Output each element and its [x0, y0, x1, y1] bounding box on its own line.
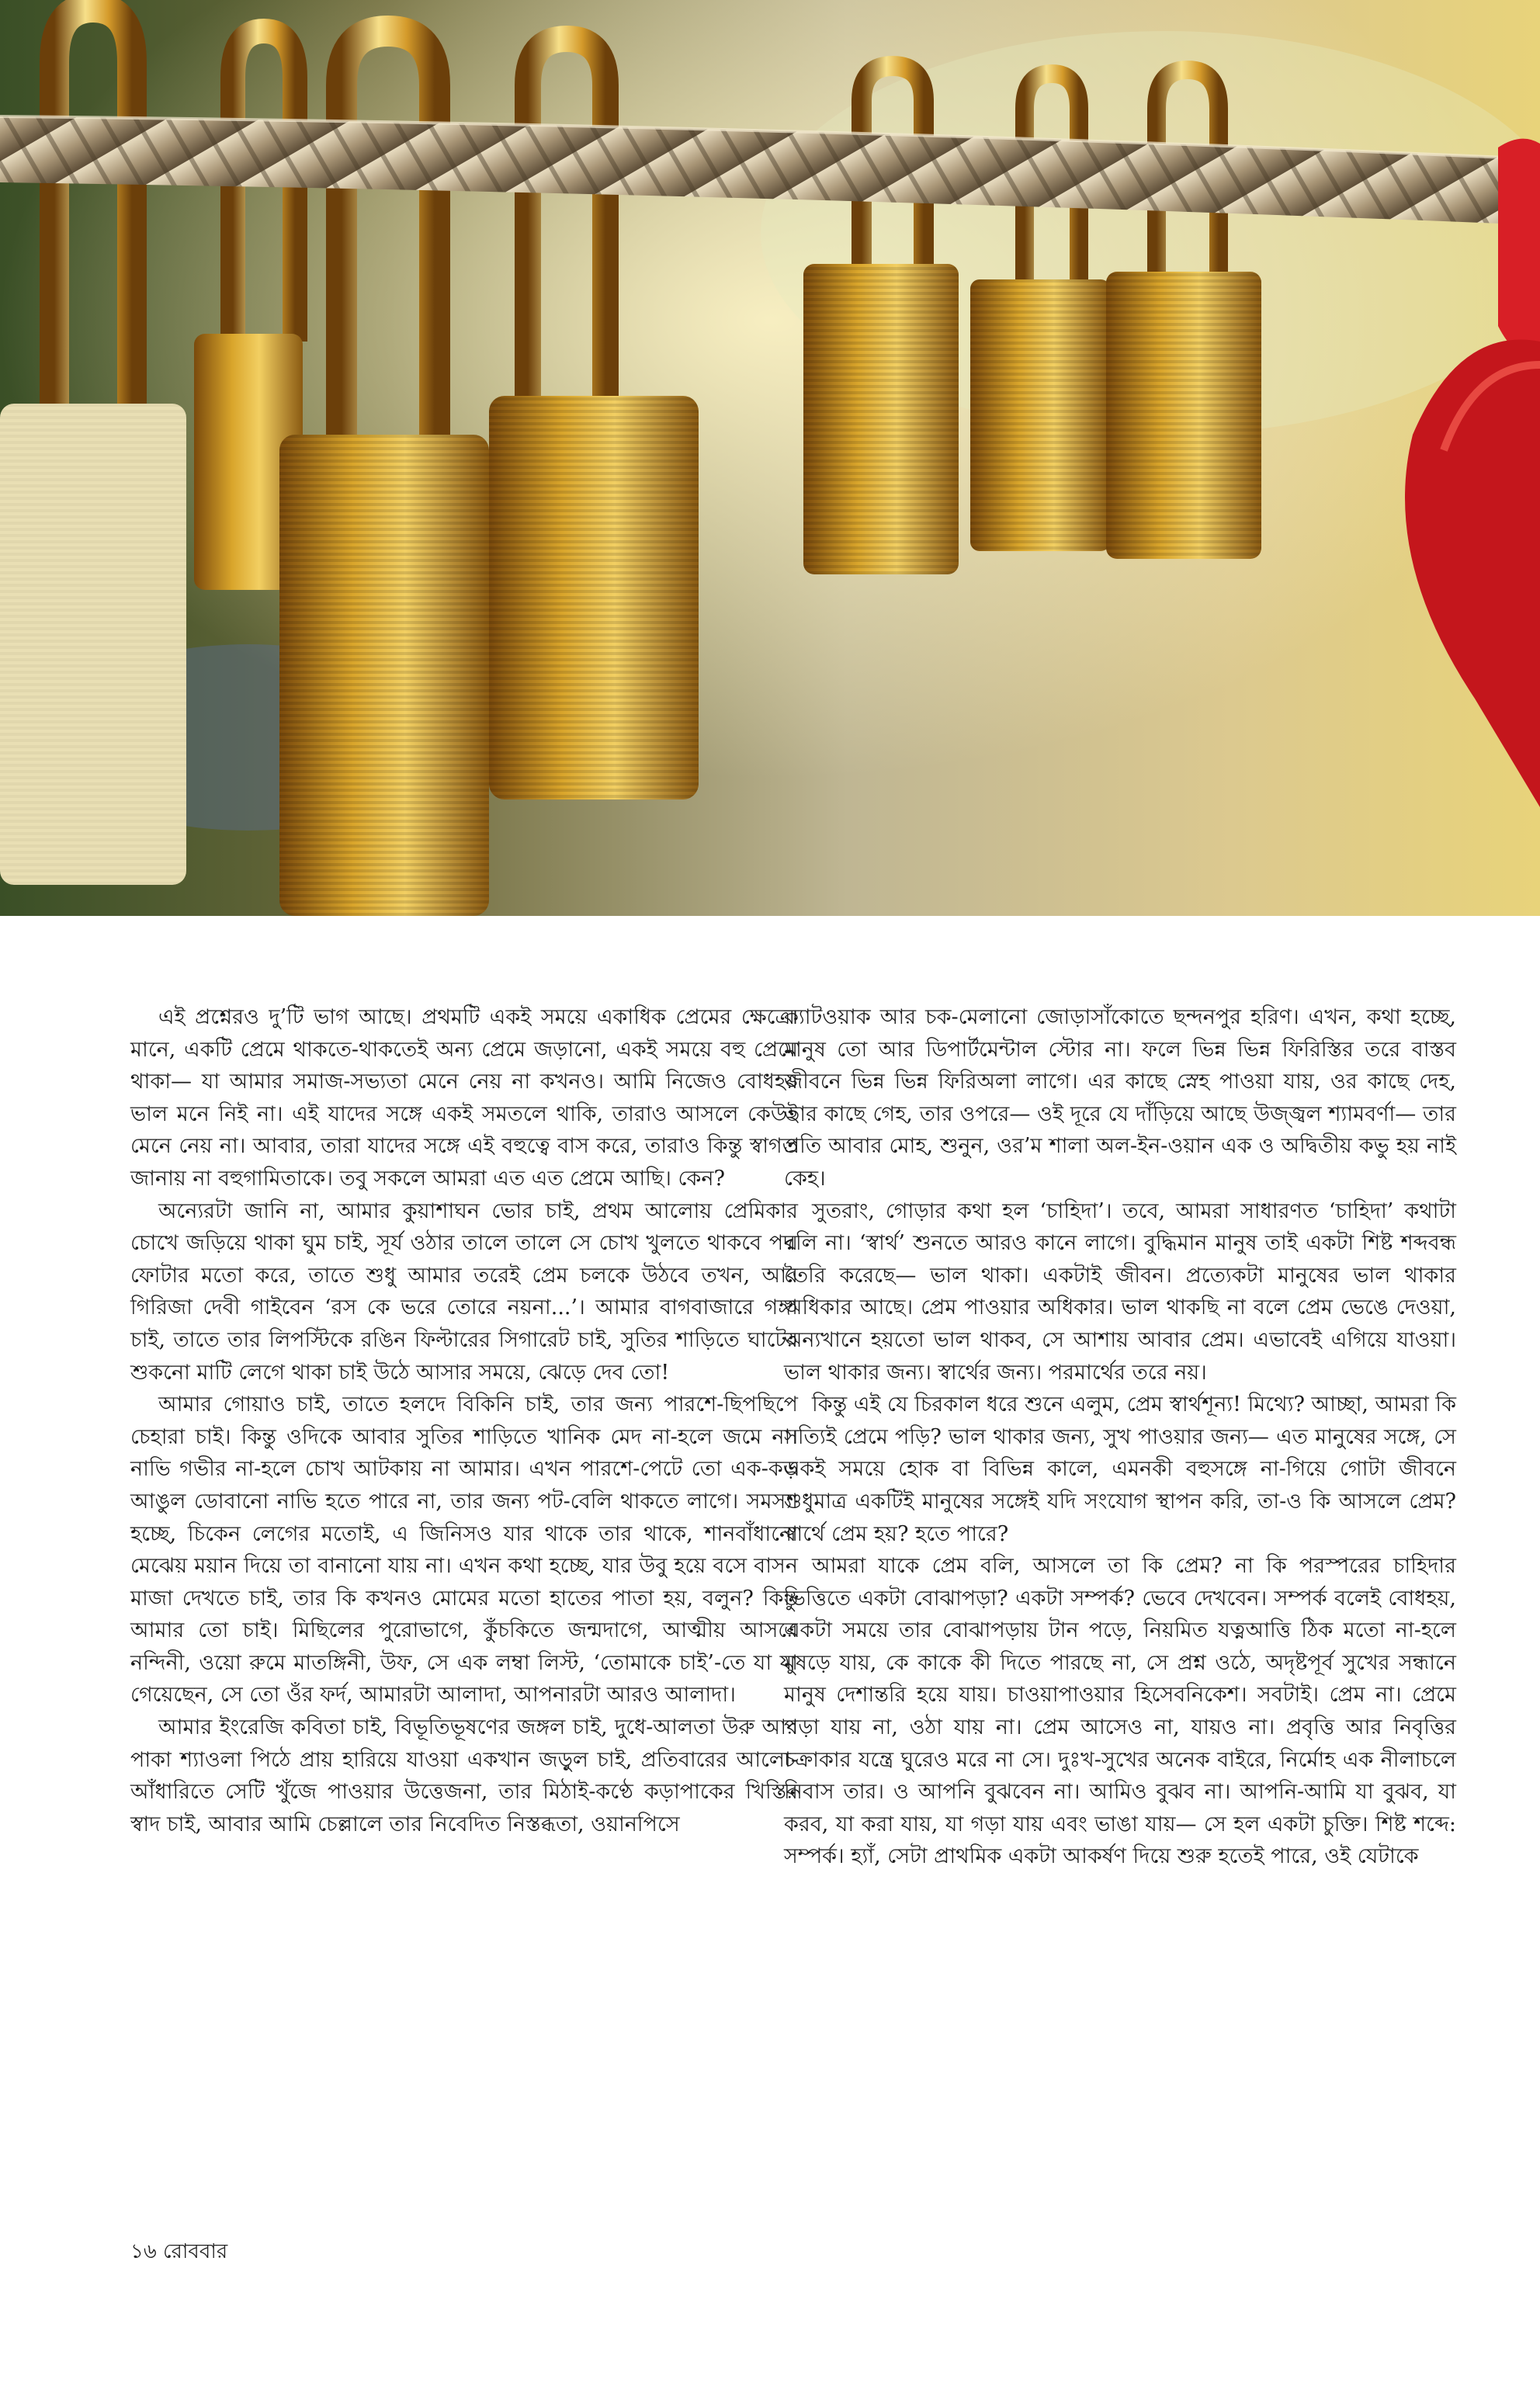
paragraph: অন্যেরটা জানি না, আমার কুয়াশাঘন ভোর চাই, প্রথম আলোয় প্রেমিকার চোখে জড়িয়ে থাকা ঘুম চাই, সূর্য ওঠার তালে তালে সে চোখ খুলতে থাকবে পদ্ম ফোটার মতো করে, তাতে শুধু আমার তরেই প্রেম চলকে উঠবে তখন, আর গিরিজা দেবী গাইবেন ‘রস কে ভরে তোরে নয়না...’। আমার বাগবাজারে গঙ্গা চাই, তাতে তার লিপস্টিকে রঙিন ফিল্টারের সিগারেট চাই, সুতির শাড়িতে ঘাটের শুকনো মাটি লেগে থাকা চাই উঠে আসার সময়ে, ঝেড়ে দেব তো! [130, 1198, 798, 1385]
hero-photo [0, 0, 1540, 916]
article-left-column [130, 1001, 798, 1840]
paragraph: আমার ইংরেজি কবিতা চাই, বিভূতিভূষণের জঙ্গল চাই, দুধে-আলতা উরু আর পাকা শ্যাওলা পিঠে প্রায় হারিয়ে যাওয়া একখান জড়ুল চাই, প্রতিবারের আলো-আঁধারিতে সেটি খুঁজে পাওয়ার উত্তেজনা, তার মিঠাই-কণ্ঠে কড়াপাকের খিস্তির স্বাদ চাই, আবার আমি চেল্লালে তার নিবেদিত নিস্তব্ধতা, ওয়ানপিসে [130, 1715, 798, 1836]
paragraph: আমরা যাকে প্রেম বলি, আসলে তা কি প্রেম? না কি পরস্পরের চাহিদার ভিত্তিতে একটা বোঝাপড়া? একটা সম্পর্ক? ভেবে দেখবেন। সম্পর্ক বলেই বোধহয়, একটা সময়ে তার বোঝাপড়ায় টান পড়ে, নিয়মিত যত্নআত্তি ঠিক মতো না-হলে মুষড়ে যায়, কে কাকে কী দিতে পারছে না, সে প্রশ্ন ওঠে, অদৃষ্টপূর্ব সুখের সন্ধানে মানুষ দেশান্তরি হয়ে যায়। চাওয়াপাওয়ার হিসেবনিকেশ। সবটাই। প্রেম না। প্রেমে পড়া যায় না, ওঠা যায় না। প্রেম আসেও না, যায়ও না। প্রবৃত্তি আর নিবৃত্তির চক্রাকার যন্ত্রে ঘুরেও মরে না সে। দুঃখ-সুখের অনেক বাইরে, নির্মোহ এক নীলাচলে নিবাস তার। ও আপনি বুঝবেন না। আমিও বুঝব না। আপনি-আমি যা বুঝব, যা করব, যা করা যায়, যা গড়া যায় এবং ভাঙা যায়— সে হল একটা চুক্তি। শিষ্ট শব্দে: সম্পর্ক। হ্যাঁ, সেটা প্রাথমিক একটা আকর্ষণ দিয়ে শুরু হতেই পারে, ওই যেটাকে [784, 1554, 1456, 1869]
paragraph: সুতরাং, গোড়ার কথা হল ‘চাহিদা’। তবে, আমরা সাধারণত ‘চাহিদা’ কথাটা বলি না। ‘স্বার্থ’ শুনতে আরও কানে লাগে। বুদ্ধিমান মানুষ তাই একটা শিষ্ট শব্দবন্ধ তৈরি করেছে— ভাল থাকা। একটাই জীবন। প্রত্যেকটা মানুষের ভাল থাকার অধিকার আছে। প্রেম পাওয়ার অধিকার। ভাল থাকছি না বলে প্রেম ভেঙে দেওয়া, অন্যখানে হয়তো ভাল থাকব, সে আশায় আবার প্রেম। এভাবেই এগিয়ে যাওয়া। ভাল থাকার জন্য। স্বার্থের জন্য। পরমার্থের তরে নয়। [784, 1198, 1456, 1385]
paragraph: কিন্তু এই যে চিরকাল ধরে শুনে এলুম, প্রেম স্বার্থশূন্য! মিথ্যে? আচ্ছা, আমরা কি সত্যিই প্রেমে পড়ি? ভাল থাকার জন্য, সুখ পাওয়ার জন্য— এত মানুষের সঙ্গে, সে একই সময়ে হোক বা বিভিন্ন কালে, এমনকী বহুসঙ্গে না-গিয়ে গোটা জীবনে শুধুমাত্র একটিই মানুষের সঙ্গেই যদি সংযোগ স্থাপন করি, তা-ও কি আসলে প্রেম? স্বার্থে প্রেম হয়? হতে পারে? [784, 1392, 1456, 1546]
paragraph: আমার গোয়াও চাই, তাতে হলদে বিকিনি চাই, তার জন্য পারশে-ছিপছিপে চেহারা চাই। কিন্তু ওদিকে আবার সুতির শাড়িতে খানিক মেদ না-হলে জমে না। নাভি গভীর না-হলে চোখ আটকায় না আমার। এখন পারশে-পেটে তো এক-কড় আঙুল ডোবানো নাভি হতে পারে না, তার জন্য পট-বেলি থাকতে লাগে। সমস্যা হচ্ছে, চিকেন লেগের মতোই, এ জিনিসও যার থাকে তার থাকে, শানবাঁধানো মেঝেয় ময়ান দিয়ে তা বানানো যায় না। এখন কথা হচ্ছে, যার উবু হয়ে বসে বাসন মাজা দেখতে চাই, তার কি কখনও মোমের মতো হাতের পাতা হয়, বলুন? কিন্তু আমার তো চাই। মিছিলের পুরোভাগে, কুঁচকিতে জন্মদাগে, আত্মীয় আসরে নন্দিনী, ওয়ো রুমে মাতঙ্গিনী, উফ, সে এক লম্বা লিস্ট, ‘তোমাকে চাই’-তে যা যা গেয়েছেন, সে তো ওঁর ফর্দ, আমারটা আলাদা, আপনারটা আরও আলাদা। [130, 1392, 798, 1708]
paragraph: এই প্রশ্নেরও দু’টি ভাগ আছে। প্রথমটি একই সময়ে একাধিক প্রেমের ক্ষেত্রে। মানে, একটি প্রেমে থাকতে-থাকতেই অন্য প্রেমে জড়ানো, একই সময়ে বহু প্রেমে থাকা— যা আমার সমাজ-সভ্যতা মেনে নেয় না কখনও। আমি নিজেও বোধহয় ভাল মনে নিই না। এই যাদের সঙ্গে একই সমতলে থাকি, তারাও আসলে কেউই মেনে নেয় না। আবার, তারা যাদের সঙ্গে এই বহুত্বে বাস করে, তারাও কিন্তু স্বাগত জানায় না বহুগামিতাকে। তবু সকলে আমরা এত এত প্রেমে আছি। কেন? [130, 1005, 798, 1191]
paragraph: ক্যাটওয়াক আর চক-মেলানো জোড়াসাঁকোতে ছন্দনপুর হরিণ। এখন, কথা হচ্ছে, মানুষ তো আর ডিপার্টমেন্টাল স্টোর না। ফলে ভিন্ন ভিন্ন ফিরিস্তির তরে বাস্তব জীবনে ভিন্ন ভিন্ন ফিরিঅলা লাগে। এর কাছে স্নেহ পাওয়া যায়, ওর কাছে দেহ, তার কাছে গেহ, তার ওপরে— ওই দূরে যে দাঁড়িয়ে আছে উজ্জ্বল শ্যামবর্ণা— তার প্রতি আবার মোহ, শুনুন, ওর’ম শালা অল-ইন-ওয়ান এক ও অদ্বিতীয় কভু হয় নাই কেহ। [784, 1005, 1456, 1191]
article-right-column [784, 1001, 1456, 1873]
padlocks-illustration [0, 0, 1540, 916]
page-folio: ১৬ রোববার [130, 2240, 228, 2263]
